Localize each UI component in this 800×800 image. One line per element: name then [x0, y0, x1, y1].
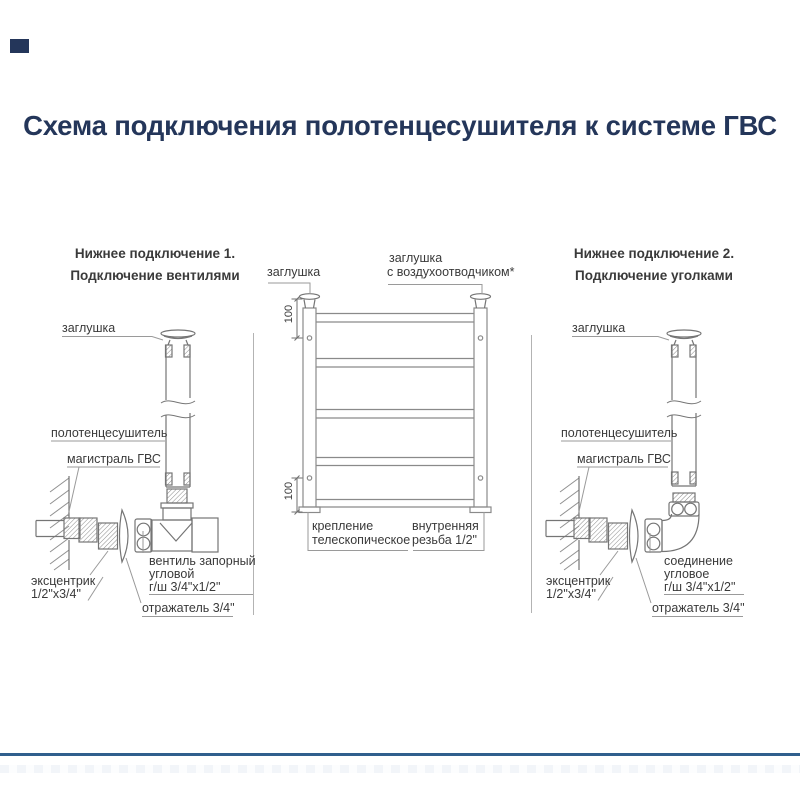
right-heading-line2: Подключение уголками — [575, 268, 733, 283]
right-label-reflector: отражатель 3/4" — [652, 601, 745, 615]
page-title: Схема подключения полотенцесушителя к системе ГВС — [23, 110, 777, 141]
left-heading-line1: Нижнее подключение 1. — [74, 246, 236, 261]
footer-accent-line — [0, 753, 800, 756]
left-label-eccentric-line2: 1/2"x3/4" — [31, 587, 81, 601]
left-label-cap: заглушка — [62, 321, 116, 335]
left-label-valve-line1: вентиль запорный — [149, 554, 256, 568]
center-label-mount-line2: телескопическое — [312, 533, 411, 547]
right-label-elbow-line3: г/ш 3/4"x1/2" — [664, 580, 736, 594]
center-label-mount-line1: крепление — [312, 519, 374, 533]
right-label-hot-water-main: магистраль ГВС — [577, 452, 671, 466]
center-label-air-vent-line2: с воздухоотводчиком* — [387, 265, 515, 279]
dimension-bottom-100: 100 — [283, 481, 295, 501]
right-label-elbow-line2: угловое — [664, 567, 710, 581]
right-label-towel-rail: полотенцесушитель — [561, 426, 678, 440]
left-label-towel-rail: полотенцесушитель — [51, 426, 168, 440]
right-label-cap: заглушка — [572, 321, 626, 335]
dimension-top-100: 100 — [283, 304, 295, 324]
center-label-thread-line1: внутренняя — [412, 519, 479, 533]
left-label-reflector: отражатель 3/4" — [142, 601, 235, 615]
column-dividers — [254, 333, 532, 615]
right-heading-line1: Нижнее подключение 2. — [573, 246, 735, 261]
right-label-eccentric-line1: эксцентрик — [546, 574, 611, 588]
left-label-hot-water-main: магистраль ГВС — [67, 452, 161, 466]
center-label-thread-line2: резьба 1/2" — [412, 533, 477, 547]
left-label-valve-line2: угловой — [149, 567, 195, 581]
center-diagram-drawing — [268, 283, 491, 551]
center-label-cap: заглушка — [267, 265, 321, 279]
footer-faint-strip — [0, 765, 800, 773]
center-label-air-vent-line1: заглушка — [389, 251, 443, 265]
left-label-valve-line3: г/ш 3/4"x1/2" — [149, 580, 221, 594]
left-label-eccentric-line1: эксцентрик — [31, 574, 96, 588]
right-label-elbow-line1: соединение — [664, 554, 733, 568]
left-heading-line2: Подключение вентилями — [70, 268, 240, 283]
right-label-eccentric-line2: 1/2"x3/4" — [546, 587, 596, 601]
